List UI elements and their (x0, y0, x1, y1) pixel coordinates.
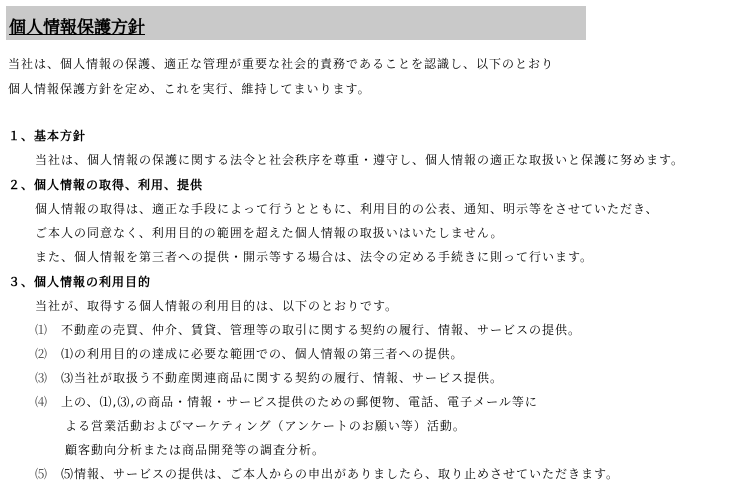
list-item-number: ⑷ (35, 395, 49, 409)
section-heading-3: ３、個人情報の利用目的 (8, 275, 152, 289)
list-item-text: ⑸情報、サービスの提供は、ご本人からの申出がありましたら、取り止めさせていただきます。 (61, 467, 620, 481)
list-item (35, 467, 619, 481)
list-item-text: 不動産の売買、仲介、賃貸、管理等の取引に関する契約の履行、情報、サービスの提供。 (61, 323, 582, 337)
list-item (35, 347, 464, 361)
list-item-continuation-1: よる営業活動およびマーケティング（アンケートのお願い等）活動。 (65, 419, 466, 433)
list-item (35, 371, 503, 385)
section-3-lead: 当社が、取得する個人情報の利用目的は、以下のとおりです。 (35, 299, 399, 313)
section-2-line-2: ご本人の同意なく、利用目的の範囲を超えた個人情報の取扱いはいたしません。 (35, 226, 504, 240)
page-title: 個人情報保護方針 (9, 18, 145, 38)
list-item-number: ⑶ (35, 371, 49, 385)
section-2-line-3: また、個人情報を第三者への提供・開示等する場合は、法令の定める手続きに則って行います。 (35, 250, 594, 264)
section-heading-2: ２、個人情報の取得、利用、提供 (8, 178, 204, 192)
list-item (35, 323, 581, 337)
section-heading-1: １、基本方針 (8, 129, 87, 143)
list-item-number: ⑵ (35, 347, 49, 361)
title-bar (6, 6, 586, 40)
intro-line-2: 個人情報保護方針を定め、これを実行、維持してまいります。 (8, 82, 371, 96)
list-item-number: ⑸ (35, 467, 49, 481)
intro-line-1: 当社は、個人情報の保護、適正な管理が重要な社会的責務であることを認識し、以下のとおり (8, 57, 555, 71)
section-body-1: 当社は、個人情報の保護に関する法令と社会秩序を尊重・遵守し、個人情報の適正な取扱いと保護に努めます。 (35, 153, 685, 167)
list-item-text: ⑴の利用目的の達成に必要な範囲での、個人情報の第三者への提供。 (61, 347, 464, 361)
list-item-text: 上の、⑴,⑶,の商品・情報・サービス提供のための郵便物、電話、電子メール等に (61, 395, 538, 409)
section-2-line-1: 個人情報の取得は、適正な手段によって行うとともに、利用目的の公表、通知、明示等をさせていただき、 (35, 202, 659, 216)
list-item-text: ⑶当社が取扱う不動産関連商品に関する契約の履行、情報、サービス提供。 (61, 371, 504, 385)
list-item-continuation-2: 顧客動向分析または商品開発等の調査分析。 (65, 443, 326, 457)
list-item-number: ⑴ (35, 323, 49, 337)
list-item (35, 395, 538, 409)
